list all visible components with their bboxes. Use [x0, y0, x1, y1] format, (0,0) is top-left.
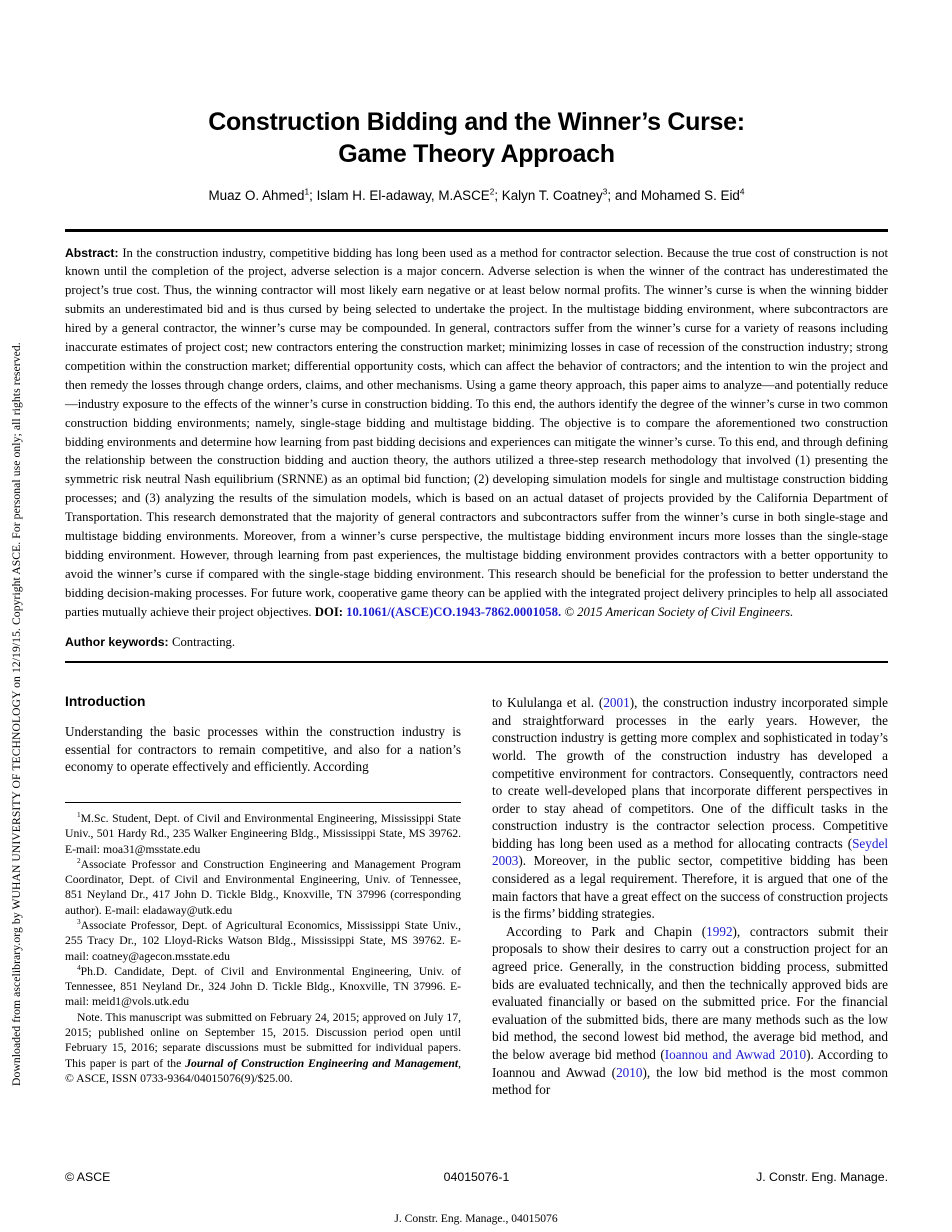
- footer-journal-name: J. Constr. Eng. Manage.: [756, 1170, 888, 1184]
- text-segment: ), the construction industry incorporated simple and straightforward processes in the early years. However, the construction industry is getting more complex and sophisticated in today’s world. The growth of the construction industry has developed a competitive environment for contractors. Consequently, contractors need to create well-developed plans that incorporate different perspectives in order to stay ahead of competitors. One of the difficult tasks in the construction industry is the contractor selection process. Competitive bidding has long been used as a method for allocating contracts (: [492, 695, 888, 851]
- text-segment: ), the low bid method is the most common method for: [492, 1064, 888, 1098]
- text-segment: ; Kalyn T. Coatney: [494, 188, 603, 203]
- abstract-label: Abstract:: [65, 245, 123, 260]
- text-segment: 1: [77, 811, 81, 820]
- text-segment: 4: [739, 186, 745, 197]
- text-segment: Ph.D. Candidate, Dept. of Civil and Environmental Engineering, Univ. of Tennessee, 851 Neyland Dr., 324 John D. Tickle Bldg., Knoxville, TN 37996. E-mail: meid1@vols.utk.edu: [65, 964, 461, 1009]
- intro-paragraph-right-2: [492, 923, 888, 1099]
- citation-ioannou-awwad-2010[interactable]: 2010: [616, 1064, 643, 1080]
- text-segment: DOI:: [314, 604, 347, 619]
- doi-link[interactable]: 10.1061/(ASCE)CO.1943-7862.0001058.: [346, 604, 562, 619]
- footnote-2: [65, 857, 461, 918]
- two-column-body: [65, 694, 888, 1099]
- text-segment: 2: [77, 856, 81, 865]
- text-segment: 3: [602, 186, 608, 197]
- text-segment: 1: [304, 186, 310, 197]
- footnote-4: [65, 964, 461, 1010]
- page-title-line-2: Game Theory Approach: [338, 140, 615, 168]
- footnotes-block: [65, 811, 461, 1086]
- intro-paragraph-left: Understanding the basic processes within the construction industry is essential for contractors to remain competitive, and also for a nation’s economy to operate effectively and efficiently. According: [65, 724, 461, 775]
- footnote-3: [65, 918, 461, 964]
- text-segment: ). According to Ioannou and Awwad (: [492, 1047, 888, 1080]
- text-segment: ). Moreover, in the public sector, competitive bidding has been considered as a legal requirement. Therefore, it is argued that one of the main factors that have a great effect on the success of construction projects is the firms’ bidding strategies.: [492, 853, 888, 922]
- section-heading-introduction: Introduction: [65, 694, 146, 710]
- text-segment: 4: [77, 963, 81, 972]
- citation-seydel-2003[interactable]: Seydel 2003: [492, 835, 888, 869]
- text-segment: ), contractors submit their proposals to show their desires to carry out a construction project for an agreed price. Generally, in the construction bidding process, submitted bids are evaluated technically, and then the technically approved bids are evaluated financially or based on the submitted price. For the financial evaluation of the submitted bids, there are many methods such as the low bid method, the second lowest bid method, the average bid method, and the below average bid method (: [492, 923, 888, 1062]
- text-segment: to Kululanga et al. (: [492, 695, 604, 711]
- text-segment: Note. This manuscript was submitted on February 24, 2015; approved on July 17, 2015; published online on September 15, 2015. Discussion period open until February 15, 2016; separate discussions must be submitted for individual papers. This paper is part of the: [65, 1010, 461, 1070]
- intro-paragraph-right-1: [492, 694, 888, 923]
- text-segment: , © ASCE, ISSN 0733-9364/04015076(9)/$25.00.: [65, 1056, 461, 1085]
- keywords-label: Author keywords:: [65, 634, 172, 649]
- citation-ioannou-awwad-2010[interactable]: Ioannou and Awwad 2010: [664, 1047, 807, 1062]
- footnote-note: [65, 1010, 461, 1086]
- footer-page-number: 04015076-1: [443, 1170, 510, 1184]
- text-segment: According to Park and Chapin (: [506, 923, 707, 939]
- text-segment: Muaz O. Ahmed: [208, 188, 305, 203]
- footnote-divider: [65, 802, 461, 803]
- divider-below-keywords: [65, 661, 888, 664]
- text-segment: © 2015 American Society of Civil Engineers.: [564, 604, 794, 619]
- text-segment: ; Islam H. El-adaway, M.ASCE: [309, 188, 490, 203]
- text-segment: In the construction industry, competitive bidding has long been used as a method for contractor selection. Because the true cost of construction is not known until the completion of the project, adverse selection is a major concern. Adverse selection is when the winner of the contract has underestimated the project’s true cost. Thus, the winning contractor will most likely earn negative or at least below normal profits. The winner’s curse is when the winning bidder submits an underestimated bid and is thus cursed by being selected to undertake the project. In the multistage bidding environment, where subcontractors are hired by a general contractor, the winner’s curse may be compounded. In general, contractors suffer from the winner’s curse for a variety of reasons including inaccurate estimates of project cost; new contractors entering the construction market; minimizing losses in case of recession of the construction industry; strong competition within the construction market; differential opportunity costs, which can affect the behavior of contractors; and the intention to win the project and then remedy the losses through change orders, claims, and other mechanisms. Using a game theory approach, this paper aims to analyze—and potentially reduce—industry exposure to the effects of the winner’s curse in construction bidding. To this end, the authors identify the degree of the winner’s curse in two common construction bidding environments; namely, single-stage bidding and multistage bidding. The objective is to compare the aforementioned two construction bidding environments and determine how learning from past bidding decisions and experiences can mitigate the winner’s curse. To this end, and through defining the relationship between the construction bidding and auction theory, the authors utilized a three-step research methodology that involved (1) presenting the symmetric risk neutral Nash equilibrium (SRNNE) as an optimal bid function; (2) developing simulation models for single and multistage construction bidding processes; and (3) analyzing the results of the simulation models, which is based on an actual dataset of projects provided by the California Department of Transportation. This research demonstrated that the majority of general contractors and subcontractors suffer from the winner’s curse in both single-stage and multistage bidding environments. Moreover, from a winner’s curse perspective, the multistage bidding environment incurs more losses than the single-stage bidding environment. However, through learning from past experiences, the multistage bidding environment provides contractors with a better opportunity to avoid the winner’s curse if compared with the single-stage bidding environment. This research should be beneficial for the profession to better understand the bidding decision-making processes. For future work, cooperative game theory can be applied with the integrated project delivery principles to help all associated parties mutually achieve their project objectives.: [65, 245, 888, 619]
- text-segment: 2: [489, 186, 495, 197]
- author-keywords-line: [65, 635, 888, 650]
- text-segment: ; and Mohamed S. Eid: [607, 188, 740, 203]
- text-segment: Journal of Construction Engineering and Management: [185, 1056, 459, 1070]
- left-column: [65, 694, 461, 1099]
- text-segment: Associate Professor and Construction Engineering and Management Program Coordinator, Dept. of Civil and Environmental Engineering, Univ. of Tennessee, 851 Neyland Dr., 417 John D. Tickle Bldg., Knoxville, TN 37996 (corresponding author). E-mail: eladaway@utk.edu: [65, 857, 461, 917]
- authors-line: [65, 188, 888, 203]
- download-attribution-sidebar: Downloaded from ascelibrary.org by WUHAN UNIVERSITY OF TECHNOLOGY on 12/19/15. Copyright ASCE. For personal use only; all rights reserved.: [10, 342, 23, 1086]
- text-segment: M.Sc. Student, Dept. of Civil and Environmental Engineering, Mississippi State Univ., 501 Hardy Rd., 235 Walker Engineering Bldg., Mississippi State, MS 39762. E-mail: moa31@msstate.edu: [65, 811, 461, 856]
- article-title: [65, 106, 888, 170]
- page-title-line-1: Construction Bidding and the Winner’s Curse:: [208, 108, 745, 136]
- citation-kululanga-2001[interactable]: 2001: [603, 695, 630, 711]
- abstract-paragraph: [65, 244, 888, 622]
- bottom-citation-note: J. Constr. Eng. Manage., 04015076: [394, 1212, 558, 1225]
- right-column: [492, 694, 888, 1099]
- text-segment: Associate Professor, Dept. of Agricultural Economics, Mississippi State Univ., 255 Tracy Dr., 102 Lloyd-Ricks Watson Bldg., Mississippi State, MS 39762. E-mail: coatney@agecon.msstate.edu: [65, 918, 461, 963]
- divider-above-abstract: [65, 229, 888, 232]
- footer-copyright: © ASCE: [65, 1170, 111, 1184]
- article-content: [65, 0, 888, 1099]
- citation-park-chapin-1992[interactable]: 1992: [706, 923, 733, 939]
- text-segment: 3: [77, 918, 81, 927]
- footnote-1: [65, 811, 461, 857]
- text-segment: Contracting.: [172, 634, 236, 649]
